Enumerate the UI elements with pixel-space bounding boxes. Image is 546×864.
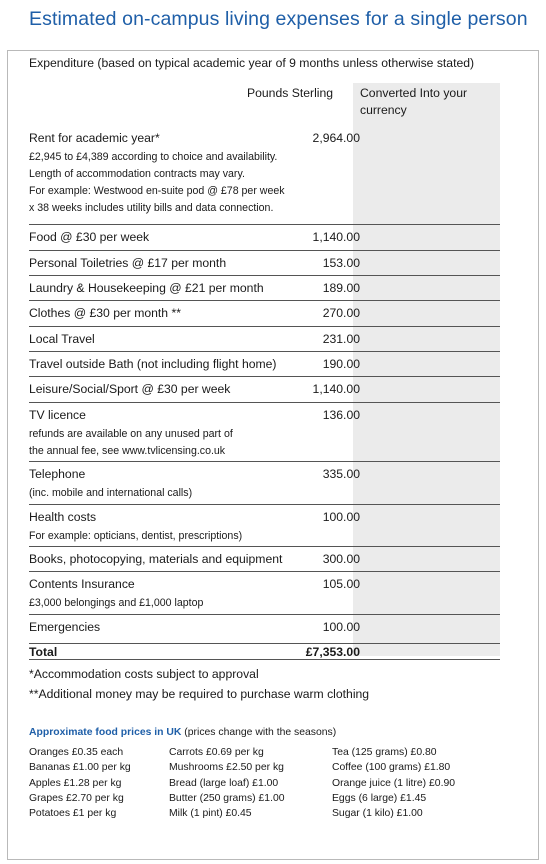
expense-amount: 300.00	[322, 552, 360, 566]
expense-amount: 153.00	[322, 256, 360, 270]
row-divider	[29, 224, 500, 225]
expense-label: Books, photocopying, materials and equipment	[29, 552, 283, 566]
expense-note: Length of accommodation contracts may vary.	[29, 168, 245, 180]
row-divider	[29, 326, 500, 327]
food-prices-column-3	[332, 745, 455, 821]
food-price: Apples £1.28 per kg	[29, 777, 122, 789]
expense-label: Clothes @ £30 per month **	[29, 306, 181, 320]
food-price: Coffee (100 grams) £1.80	[332, 762, 451, 774]
food-price: Orange juice (1 litre) £0.90	[332, 777, 456, 789]
food-prices-column-1	[29, 745, 131, 821]
food-prices-title: Approximate food prices in UK	[29, 727, 182, 738]
expense-amount: 270.00	[322, 306, 360, 320]
expenditure-subtitle: Expenditure (based on typical academic year of 9 months unless otherwise stated)	[29, 56, 475, 70]
row-divider	[29, 402, 500, 403]
footnote-accommodation: *Accommodation costs subject to approval	[29, 667, 259, 681]
total-bottom-line	[29, 659, 500, 660]
expense-label: Contents Insurance	[29, 577, 135, 591]
pounds-sterling-header: Pounds Sterling	[247, 86, 334, 100]
food-price: Carrots £0.69 per kg	[169, 747, 264, 758]
expense-label: Local Travel	[29, 332, 95, 346]
converted-currency-header: Converted Into your currency	[360, 86, 468, 117]
row-divider	[29, 571, 500, 572]
food-price: Bananas £1.00 per kg	[29, 762, 131, 774]
row-divider	[29, 461, 500, 462]
expense-amount: 1,140.00	[312, 230, 360, 244]
food-price: Milk (1 pint) £0.45	[169, 808, 252, 820]
expense-amount: 100.00	[322, 620, 360, 634]
food-prices-column-2	[169, 745, 285, 821]
expense-note: the annual fee, see www.tvlicensing.co.uk	[29, 445, 226, 457]
food-prices-heading	[29, 727, 336, 738]
food-price: Oranges £0.35 each	[29, 747, 124, 758]
expense-label: Personal Toiletries @ £17 per month	[29, 256, 227, 270]
row-divider	[29, 250, 500, 251]
expense-label: Travel outside Bath (not including flight home)	[29, 357, 277, 371]
expense-label: Rent for academic year*	[29, 131, 160, 145]
expense-amount: 335.00	[322, 467, 360, 481]
row-divider	[29, 351, 500, 352]
expense-note: (inc. mobile and international calls)	[29, 487, 193, 499]
row-divider	[29, 546, 500, 547]
expense-label: Food @ £30 per week	[29, 230, 150, 244]
food-price: Mushrooms £2.50 per kg	[169, 762, 284, 774]
page-title: Estimated on-campus living expenses for a single person	[29, 8, 528, 30]
row-divider	[29, 504, 500, 505]
expense-note: refunds are available on any unused part of	[29, 428, 233, 440]
food-price: Grapes £2.70 per kg	[29, 792, 124, 804]
food-price: Potatoes £1 per kg	[29, 808, 117, 820]
expense-amount: 2,964.00	[312, 131, 360, 145]
food-prices-note: (prices change with the seasons)	[181, 727, 337, 738]
expense-amount: 231.00	[322, 332, 360, 346]
expense-label: Leisure/Social/Sport @ £30 per week	[29, 382, 231, 396]
food-price: Sugar (1 kilo) £1.00	[332, 808, 423, 820]
expense-amount: 136.00	[322, 408, 360, 422]
row-divider	[29, 614, 500, 615]
total-label: Total	[29, 645, 58, 659]
expense-label: Health costs	[29, 510, 97, 524]
food-price: Tea (125 grams) £0.80	[332, 747, 437, 758]
expense-amount: 105.00	[322, 577, 360, 591]
row-divider	[29, 300, 500, 301]
total-divider	[29, 643, 500, 644]
expense-note: £2,945 to £4,389 according to choice and availability.	[29, 151, 278, 163]
expense-label: TV licence	[29, 408, 86, 422]
expense-label: Telephone	[29, 467, 86, 481]
expense-amount: 189.00	[322, 281, 360, 295]
expense-note: For example: Westwood en-suite pod @ £78 per week	[29, 185, 285, 197]
expense-note: For example: opticians, dentist, prescriptions)	[29, 530, 243, 542]
row-divider	[29, 275, 500, 276]
expense-amount: 100.00	[322, 510, 360, 524]
food-price: Butter (250 grams) £1.00	[169, 792, 285, 804]
total-amount: £7,353.00	[305, 645, 360, 659]
expense-note: x 38 weeks includes utility bills and data connection.	[29, 202, 274, 214]
expense-note: £3,000 belongings and £1,000 laptop	[29, 597, 204, 609]
expense-amount: 1,140.00	[312, 382, 360, 396]
food-price: Eggs (6 large) £1.45	[332, 792, 427, 804]
food-price: Bread (large loaf) £1.00	[169, 777, 279, 789]
footnote-clothing: **Additional money may be required to purchase warm clothing	[29, 687, 370, 701]
expense-label: Laundry & Housekeeping @ £21 per month	[29, 281, 264, 295]
expense-label: Emergencies	[29, 620, 101, 634]
expense-amount: 190.00	[322, 357, 360, 371]
row-divider	[29, 376, 500, 377]
